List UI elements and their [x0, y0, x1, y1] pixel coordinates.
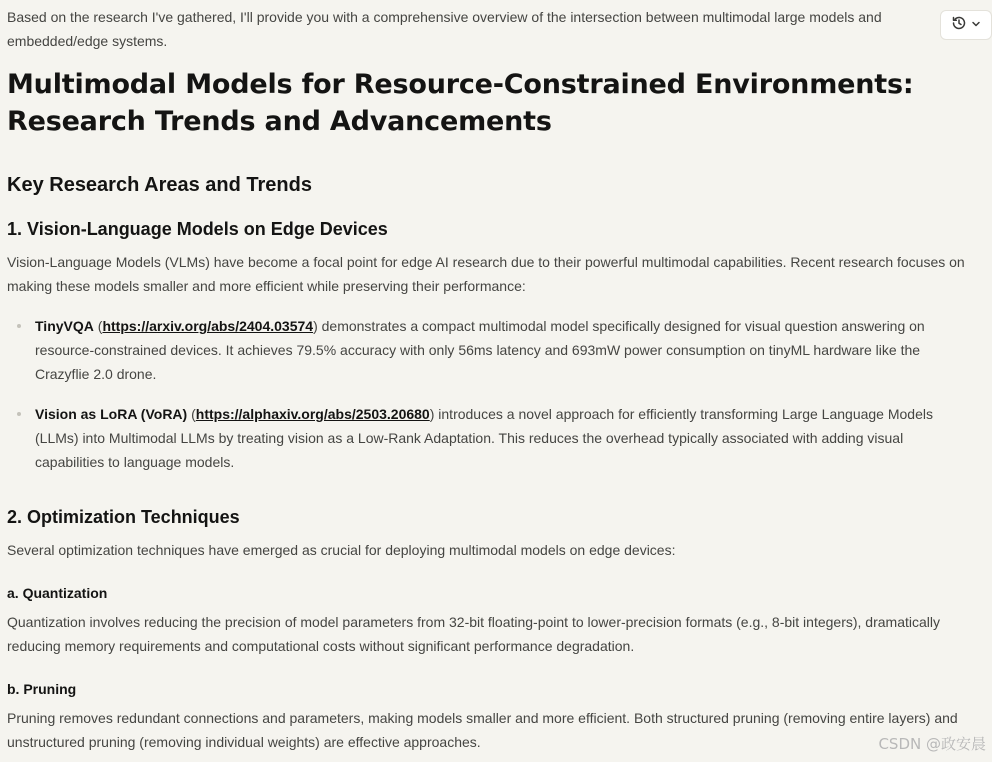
- subsection-1-paragraph: Vision-Language Models (VLMs) have become a focal point for edge AI research due to their powerful multimodal capabilities. Recent research focuses on making these models smaller and more efficient while preserving their performance:: [7, 254, 965, 294]
- list-item: Vision as LoRA (VoRA) (https://alphaxiv.org/abs/2503.20680) introduces a novel approach for efficiently transforming Large Language Models (LLMs) into Multimodal LLMs by treating vision as a Low-Rank Adaptation. This reduces the overhead typically associated with adding visual capabilities to language models.: [7, 402, 967, 474]
- pruning-heading: b. Pruning: [7, 681, 77, 697]
- item-name: Vision as LoRA (VoRA): [35, 406, 188, 422]
- item-name: TinyVQA: [35, 318, 94, 334]
- paper-link[interactable]: https://arxiv.org/abs/2404.03574: [102, 318, 314, 334]
- subsection-2-paragraph: Several optimization techniques have emerged as crucial for deploying multimodal models on edge devices:: [7, 542, 676, 558]
- pruning-text: Pruning removes redundant connections and parameters, making models smaller and more efficient. Both structured pruning (removing entire layers) and unstructured pruning (removing individual weights) are effective approaches.: [7, 710, 958, 750]
- paper-link[interactable]: https://alphaxiv.org/abs/2503.20680: [195, 406, 430, 422]
- intro-text: Based on the research I've gathered, I'll provide you with a comprehensive overview of the intersection between multimodal large models and embedded/edge systems.: [7, 9, 882, 49]
- list-item: TinyVQA (https://arxiv.org/abs/2404.03574) demonstrates a compact multimodal model specifically designed for visual question answering on resource-constrained devices. It achieves 79.5% accuracy with only 56ms latency and 693mW power consumption on tinyML hardware like the Crazyflie 2.0 drone.: [7, 314, 967, 386]
- vlm-bullet-list: [7, 314, 967, 474]
- history-icon: [951, 15, 967, 36]
- bullet-dot: [17, 324, 21, 328]
- section-heading: Key Research Areas and Trends: [7, 174, 312, 196]
- watermark: CSDN @政安晨: [878, 735, 986, 753]
- quantization-heading: a. Quantization: [7, 585, 108, 601]
- item-description: introduces a novel approach for efficiently transforming Large Language Models (LLMs) into Multimodal LLMs by treating vision as a Low-Rank Adaptation. This reduces the overhead typically associated with adding visual capabilities to language models.: [35, 406, 933, 470]
- version-history-button[interactable]: [940, 10, 992, 40]
- item-description: demonstrates a compact multimodal model specifically designed for visual question answering on resource-constrained devices. It achieves 79.5% accuracy with only 56ms latency and 693mW power consumption on tinyML hardware like the Crazyflie 2.0 drone.: [35, 318, 925, 382]
- subsection-heading-2: 2. Optimization Techniques: [7, 507, 240, 527]
- page-title: Multimodal Models for Resource-Constrained Environments: Research Trends and Advancements: [7, 69, 914, 137]
- bullet-dot: [17, 412, 21, 416]
- quantization-text: Quantization involves reducing the precision of model parameters from 32-bit floating-point to lower-precision formats (e.g., 8-bit integers), dramatically reducing memory requirements and computational costs without significant performance degradation.: [7, 614, 940, 654]
- chevron-down-icon: [971, 16, 981, 34]
- subsection-heading-1: 1. Vision-Language Models on Edge Devices: [7, 219, 388, 239]
